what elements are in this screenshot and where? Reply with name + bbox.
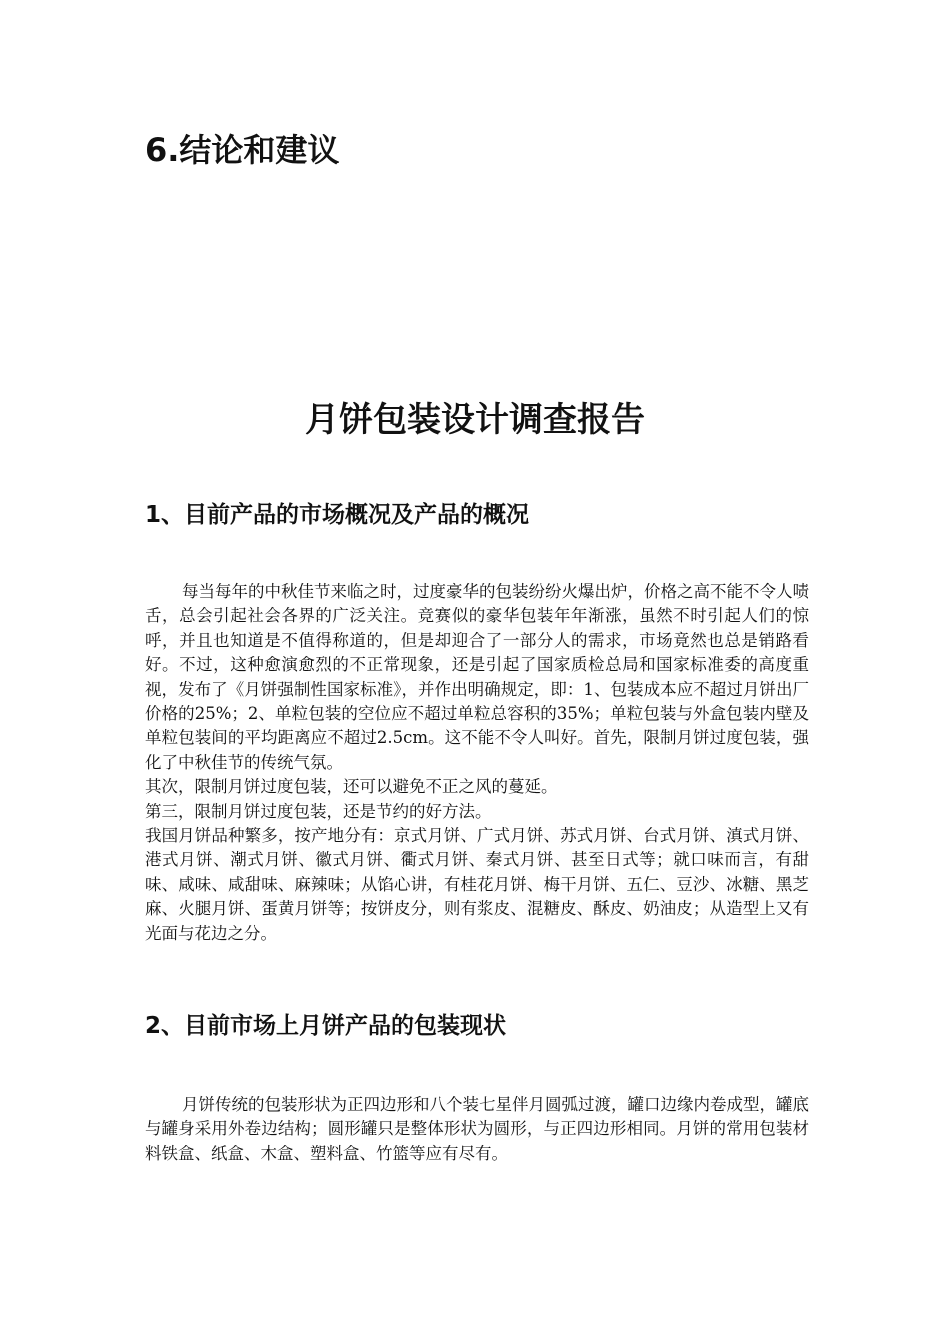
paragraph: 每当每年的中秋佳节来临之时，过度豪华的包装纷纷火爆出炉，价格之高不能不令人啧舌，总会引起社会各界的广泛关注。竞赛似的豪华包装年年渐涨，虽然不时引起人们的惊呼，并且也知道是不值得称道的，但是却迎合了一部分人的需求，市场竟然也总是销路看好。不过，这种愈演愈烈的不正常现象，还是引起了国家质检总局和国家标准委的高度重视，发布了《月饼强制性国家标准》，并作出明确规定，即：1、包装成本应不超过月饼出厂价格的25%；2、单粒包装的空位应不超过单粒总容积的35%；单粒包装与外盒包装内壁及单粒包装间的平均距离应不超过2.5cm。这不能不令人叫好。首先，限制月饼过度包装，强化了中秋佳节的传统气氛。 [145, 582, 809, 772]
section-heading: 1、目前产品的市场概况及产品的概况 [145, 502, 530, 528]
report-title: 月饼包装设计调查报告 [305, 400, 645, 440]
section-body [145, 1093, 809, 1166]
paragraph: 我国月饼品种繁多，按产地分有：京式月饼、广式月饼、苏式月饼、台式月饼、滇式月饼、港式月饼、潮式月饼、徽式月饼、衢式月饼、秦式月饼、甚至日式等；就口味而言，有甜味、咸味、咸甜味、麻辣味；从馅心讲，有桂花月饼、梅干月饼、五仁、豆沙、冰糖、黑芝麻、火腿月饼、蛋黄月饼等；按饼皮分，则有浆皮、混糖皮、酥皮、奶油皮；从造型上又有光面与花边之分。 [145, 826, 809, 943]
section-heading: 2、目前市场上月饼产品的包装现状 [145, 1013, 507, 1039]
paragraph: 其次，限制月饼过度包装，还可以避免不正之风的蔓延。 [145, 777, 558, 797]
chapter-heading: 6.结论和建议 [145, 131, 340, 169]
paragraph: 月饼传统的包装形状为正四边形和八个装七星伴月圆弧过渡，罐口边缘内卷成型，罐底与罐身采用外卷边结构；圆形罐只是整体形状为圆形，与正四边形相同。月饼的常用包装材料铁盒、纸盒、木盒、塑料盒、竹篮等应有尽有。 [145, 1095, 809, 1163]
paragraph: 第三，限制月饼过度包装，还是节约的好方法。 [145, 801, 492, 821]
section-body [145, 580, 809, 946]
